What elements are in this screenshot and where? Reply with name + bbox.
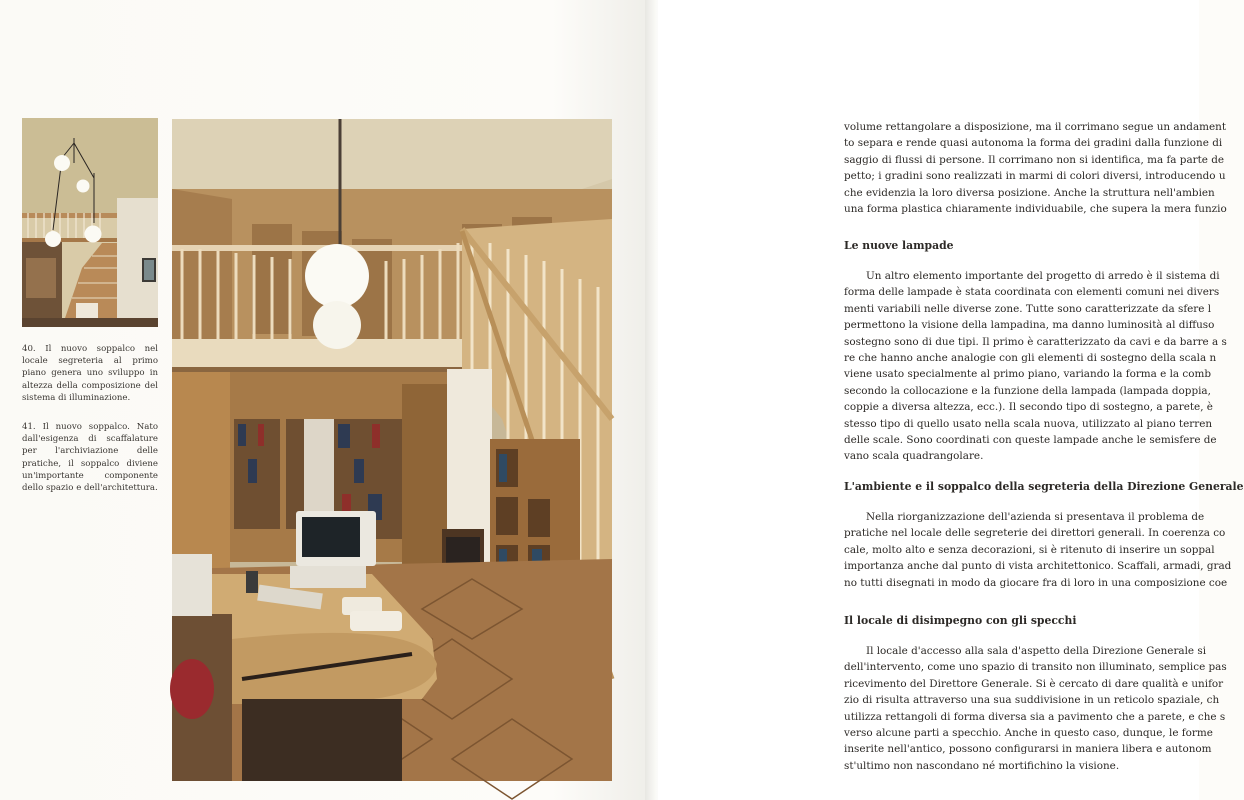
text-line: re che hanno anche analogie con gli elementi di sostegno della scala n: [844, 352, 1217, 365]
text-line: petto; i gradini sono realizzati in marmi di colori diversi, introducendo u: [844, 170, 1226, 183]
text-line: sostegno sono di due tipi. Il primo è caratterizzato da cavi e da barre a s: [844, 335, 1227, 348]
text-line: stesso tipo di quello usato nella scala nuova, utilizzato al piano terren: [844, 417, 1213, 430]
text-line: to separa e rende quasi autonoma la forma dei gradini dalla funzione di: [844, 137, 1223, 150]
paragraph-disimpegno: [844, 643, 1227, 774]
paragraph-lampade: [844, 268, 1227, 465]
text-line: importanza anche dal punto di vista architettonico. Scaffali, armadi, grad: [844, 560, 1232, 573]
text-line: secondo la collocazione e la funzione della lampada (lampada doppia,: [844, 384, 1211, 397]
text-line: permettono la visione della lampadina, ma danno luminosità al diffuso: [844, 319, 1215, 332]
heading-le-nuove-lampade: Le nuove lampade: [844, 239, 954, 252]
heading-ambiente-soppalco: L'ambiente e il soppalco della segreteria della Direzione Generale: [844, 480, 1244, 493]
text-line: che evidenzia la loro diversa posizione. Anche la struttura nell'ambien: [844, 186, 1215, 199]
photo-secretariat-drawing: [172, 119, 612, 781]
text-line: zio di risulta attraverso una sua suddivisione in un reticolo spaziale, ch: [844, 694, 1220, 707]
text-line: volume rettangolare a disposizione, ma il corrimano segue un andament: [844, 121, 1227, 133]
text-line: Nella riorganizzazione dell'azienda si presentava il problema de: [866, 511, 1205, 523]
paragraph-soppalco: [844, 509, 1232, 591]
text-line: menti variabili nelle diverse zone. Tutte sono caratterizzate da sfere l: [844, 302, 1212, 315]
text-line: forma delle lampade è stata coordinata con elementi comuni nei divers: [844, 286, 1220, 299]
heading-locale-disimpegno: Il locale di disimpegno con gli specchi: [844, 614, 1077, 627]
text-line: st'ultimo non nascondano né mortifichino la visione.: [844, 759, 1120, 772]
text-line: vano scala quadrangolare.: [844, 450, 984, 463]
text-line: inserite nell'antico, possono configurarsi in maniera libera e autonom: [844, 743, 1212, 756]
text-line: Il locale d'accesso alla sala d'aspetto della Direzione Generale si: [866, 645, 1207, 657]
paragraph-intro: [844, 119, 1227, 217]
text-line: viene usato specialmente al primo piano, variando la forma e la comb: [844, 368, 1211, 381]
text-line: no tutti disegnati in modo da giocare fra di loro in una composizione coe: [844, 576, 1228, 589]
right-page: [658, 0, 1244, 800]
photo-mezzanine-lamps-drawing: [22, 118, 158, 327]
text-line: una forma plastica chiaramente individuabile, che supera la mera funzio: [844, 203, 1227, 216]
text-line: pratiche nel locale delle segreterie dei direttori generali. In coerenza co: [844, 527, 1226, 540]
text-line: delle scale. Sono coordinati con queste lampade anche le semisfere de: [844, 434, 1217, 447]
text-line: saggio di flussi di persone. Il corrimano non si identifica, ma fa parte de: [844, 153, 1225, 166]
text-line: utilizza rettangoli di forma diversa sia a pavimento che a parete, e che s: [844, 710, 1226, 723]
text-line: coppie a diversa altezza, ecc.). Il secondo tipo di sostegno, a parete, è: [844, 401, 1213, 414]
text-line: cale, molto alto e senza decorazioni, si è ritenuto di inserire un soppal: [844, 543, 1215, 556]
text-line: dell'intervento, come uno spazio di transito non illuminato, semplice pas: [844, 661, 1227, 674]
text-line: verso alcune parti a specchio. Anche in questo caso, dunque, le forme: [844, 727, 1213, 740]
text-line: ricevimento del Direttore Generale. Si è cercato di dare qualità e unifor: [844, 677, 1224, 690]
caption-figure-41: 41. Il nuovo soppalco. Nato dall'esigenza di scaffalature per l'archiviazione delle pratiche, il soppalco diviene un'importante componente dello spazio e dell'architettura.: [22, 422, 158, 494]
text-line: Un altro elemento importante del progetto di arredo è il sistema di: [866, 270, 1220, 282]
caption-figure-40: 40. Il nuovo soppalco nel locale segreteria al primo piano genera uno sviluppo in altezza della composizione del sistema di illuminazione.: [22, 344, 158, 403]
photo-mezzanine-lamps: [22, 118, 158, 327]
photo-secretariat-mezzanine: [172, 119, 612, 781]
